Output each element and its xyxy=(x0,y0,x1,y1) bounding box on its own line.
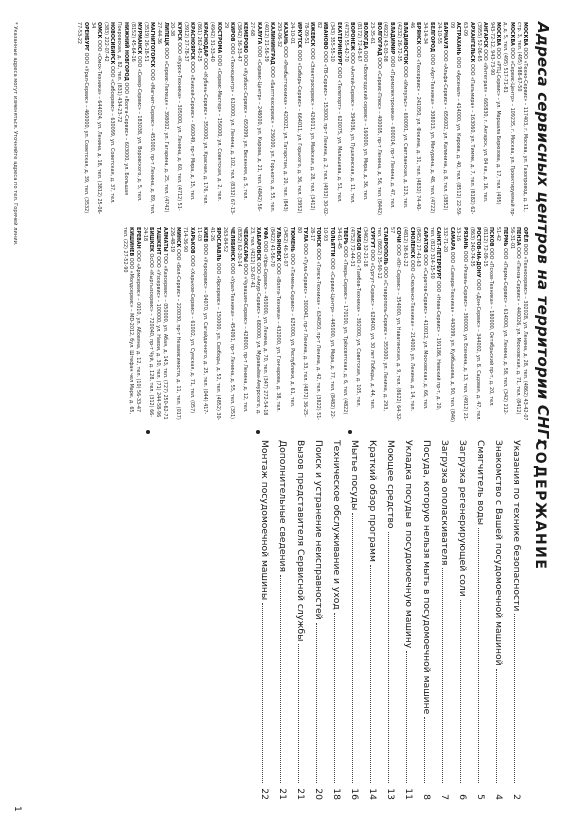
toc-item-page: 21 xyxy=(295,788,306,800)
address-text: ООО «Сервис-Центр» – 248000, ул. Кирова, д. 21, тел. (4842) 56-27-68 xyxy=(249,22,262,212)
address-city: ИЖЕВСК xyxy=(309,22,315,47)
address-text: ООО «Импульс» – 690091, ул. Светланская, д. 123, тел. (4232) 26-72-35 xyxy=(395,22,409,209)
address-text: ООО «Сервис-Липецк» – 398002, ул. Гагарина, д. 25, тел. (4742) 27-44-36 xyxy=(156,22,169,213)
address-entry xyxy=(382,22,395,217)
address-entry xyxy=(375,227,388,422)
address-entry xyxy=(316,22,329,217)
toc-title: СОДЕРЖАНИЕ xyxy=(532,440,548,571)
toc-item-label: Мытье посуды xyxy=(349,440,360,511)
address-city: КУРСК xyxy=(175,22,182,41)
addresses-column-right xyxy=(75,227,528,422)
address-entry xyxy=(248,227,261,422)
address-entry xyxy=(402,227,415,422)
address-entry xyxy=(395,22,408,217)
address-entry xyxy=(262,22,275,217)
address-entry xyxy=(409,22,422,217)
address-text: ООО «Кубань-Сервис» – 350000, ул. Красная, д. 176, тел. (861) 262-45-25 xyxy=(196,22,209,205)
address-city: ВЛАДИМИР xyxy=(388,22,395,55)
toc-item xyxy=(420,440,433,800)
address-city: ТОЛЬЯТТИ xyxy=(328,227,335,257)
address-city: ЧЕБОКСАРЫ xyxy=(241,227,248,262)
address-text: ООО «Техсервис» – 241050, ул. Фокина, д. 31, тел. (4832) 74-40-46 xyxy=(409,22,422,212)
address-entry xyxy=(508,227,521,422)
address-entry xyxy=(369,22,382,217)
address-text: ООО «Телепорт» – 620075, ул. Малышева, д. 51, тел. (343) 355-55-10 xyxy=(329,22,342,203)
address-city: БРЯНСК xyxy=(415,22,422,45)
address-text: ООО «Ярсервис» – 150000, ул. Свободы, д. 52, тел. (4852) 30-41-26 xyxy=(208,227,222,421)
toc-item-label: Указания по технике безопасности xyxy=(511,440,522,612)
address-entry xyxy=(89,22,102,217)
address-entry xyxy=(435,22,448,217)
address-text: ООО «Амур-Сервис» – 680000, ул. Муравьёва-Амурского, д. 23, тел. (4212) 32-67-41 xyxy=(248,227,262,415)
address-city: МОСКВА xyxy=(495,22,502,46)
address-entry xyxy=(489,22,502,217)
address-entry xyxy=(428,227,441,422)
address-text: ООО «Ставрополь-Сервис» – 355000, ул. Ленина, д. 293, тел. (8652) 35-90-12 xyxy=(375,227,388,411)
address-city: ТОМСК xyxy=(315,227,322,247)
toc-leader-dots xyxy=(424,717,425,783)
address-city: АНГАРСК xyxy=(482,22,489,48)
address-entry xyxy=(302,22,315,217)
address-city: ЯРОСЛАВЛЬ xyxy=(215,227,222,262)
addresses-columns xyxy=(75,22,528,422)
address-entry xyxy=(222,227,235,422)
bullet-mark xyxy=(256,430,260,434)
toc-item-label: Укладка посуды в посудомоечную машину xyxy=(403,440,414,649)
toc-item-label: Знакомство с Вашей посудомоечной машиной xyxy=(493,440,504,666)
address-text: ООО «Сервис-Центр» – 109235, г. Москва, ул. Проектируемый пр-д, д. 5, тел. (495) 517-71-81 xyxy=(502,22,515,217)
address-text: ООО «Урал-Техника» – 454091, пр-т Ленина, д. 55, тел. (351) 263-84-52 xyxy=(222,227,235,420)
address-entry xyxy=(116,22,129,217)
address-text: ООО «РТЦ-Сервис» – ул. Маршала Бирюзова, д. 17, тел. (495) 943-72-12, 943-73-90 xyxy=(488,22,502,205)
address-city: ТАМБОВ xyxy=(355,227,362,251)
address-text: ООО «Сибирь-Сервис» – 664011, ул. Горького, д. 36, тел. (3952) 24-10-01 xyxy=(289,22,302,214)
address-city: ВОРОНЕЖ xyxy=(348,22,355,51)
address-city: КОСТРОМА xyxy=(215,22,222,54)
address-entry xyxy=(329,22,342,217)
toc-leader-dots xyxy=(460,600,461,783)
bullet-mark xyxy=(146,430,150,434)
address-entry xyxy=(335,227,348,422)
address-city: ВОЛГОГРАД xyxy=(375,22,382,56)
address-text: ООО «Балттехсервис» – 236000, ул. Горького, д. 55, тел. (4012) 21-56-39 xyxy=(262,22,276,213)
toc-item xyxy=(402,440,415,800)
address-entry xyxy=(222,22,235,217)
address-entry xyxy=(455,227,468,422)
address-text: ОсОО «Кыргызсервис» – 720040, пр-т Чуй, д. 128, тел. (312) 66-24-18 xyxy=(141,227,155,417)
address-city: ТЮМЕНЬ xyxy=(288,227,295,252)
address-entry xyxy=(442,227,455,422)
address-entry xyxy=(169,227,182,422)
address-city: КРАСНОЯРСК xyxy=(189,22,196,60)
address-text: ООО «ТВ-Сервис» – 153000, пр-т Ленина, д. 2, тел. (4932) 30-02-82 xyxy=(315,22,329,216)
address-entry xyxy=(142,22,155,217)
address-city: АСТРАХАНЬ xyxy=(455,22,462,56)
address-city: МАГНИТОГОРСК xyxy=(149,22,156,68)
address-city: НИЖНИЙ НОВГОРОД xyxy=(122,22,129,82)
address-city: РЯЗАНЬ xyxy=(461,227,468,250)
address-text: ООО «Антей-Сервис» – 394036, ул. Пушкинская, д. 11, тел. (4732) 55-42-70 xyxy=(342,22,355,204)
address-entry xyxy=(262,227,268,422)
address-city: МУРМАНСК xyxy=(135,22,142,55)
address-entry xyxy=(309,227,322,422)
address-city: ЕРЕВАН xyxy=(134,227,141,249)
address-text: ООО «Урал-Сервис» – 460000, ул. Советская, д. 39, тел. (3532) 77-53-22 xyxy=(76,22,89,214)
toc-item-page: 4 xyxy=(493,794,504,800)
address-city: ВЛАДИВОСТОК xyxy=(402,22,409,65)
address-text: ООО «Арсенал» – 414000, ул. Кирова, д. 40, тел. (8512) 22-59-09 xyxy=(449,22,462,216)
address-city: ХАБАРОВСК xyxy=(255,227,262,261)
toc-item-page: 2 xyxy=(511,794,522,800)
address-entry xyxy=(415,227,428,422)
address-entry xyxy=(129,22,142,217)
address-city: ХАРЬКОВ xyxy=(188,227,195,254)
toc-item xyxy=(258,440,271,800)
address-city: ПСКОВ xyxy=(488,227,495,247)
address-city: СТАВРОПОЛЬ xyxy=(381,227,388,265)
address-city: УФА xyxy=(262,227,269,240)
toc-item xyxy=(492,440,505,800)
address-city: ЧЕЛЯБИНСК xyxy=(228,227,235,262)
toc-leader-dots xyxy=(406,651,407,783)
toc-item-label: Вызов представителя Сервисной службы xyxy=(295,440,306,642)
address-city: БЕЛГОРОД xyxy=(428,22,435,53)
address-city: СОЧИ xyxy=(395,227,402,243)
address-city: ЕКАТЕРИНБУРГ xyxy=(335,22,342,66)
toc-item-label: Моющее средство xyxy=(385,440,396,529)
address-city: САНКТ-ПЕТЕРБУРГ xyxy=(435,227,442,280)
address-city: КАЛИНИНГРАД xyxy=(269,22,276,65)
address-text: ООО «Интеграл» – 665830, г. Ангарск, ул. 84 кв., д. 16, тел. (3955) 52-06-65 xyxy=(475,22,489,203)
address-text: ООО «Сервис-Центр» – 445000, ул. Мира, д. 77, тел. (8482) 22-10-93 xyxy=(322,227,335,419)
toc-leader-dots xyxy=(496,669,497,783)
address-text: ООО «Сибсервис» – 630099, ул. Советская, д. 37, тел. (383) 222-07-42 xyxy=(102,22,116,204)
address-entry xyxy=(182,227,195,422)
address-entry xyxy=(135,227,141,422)
address-entry xyxy=(449,22,462,217)
address-entry xyxy=(502,22,515,217)
address-entry xyxy=(103,22,116,217)
toc-item xyxy=(510,440,523,800)
address-text: ООО «Дон-Сервис» – 344002, ул. Б. Садовая, д. 47, тел. (863) 240-74-35 xyxy=(468,227,482,421)
address-text: ООО «Рембыттехника» – 420021, ул. Татарстан, д. 20, тел. (843) 293-06-32 xyxy=(275,22,289,212)
address-entry xyxy=(235,227,248,422)
address-text: ООО «Уфа-Сервис» – 450000, ул. Ленина, д. 70, тел. (347) 272-54-18 xyxy=(262,239,269,416)
toc-item-label: Техническое обслуживание и уход xyxy=(331,440,342,610)
address-entry xyxy=(349,227,362,422)
toc-leader-dots xyxy=(370,565,371,783)
toc-leader-dots xyxy=(298,644,299,783)
address-city: ОРЕНБУРГ xyxy=(82,22,89,52)
toc-item-page: 20 xyxy=(313,788,324,800)
address-city: ВОЛОГДА xyxy=(362,22,369,50)
toc-item xyxy=(312,440,325,800)
address-city: САМАРА xyxy=(448,227,455,251)
address-entry xyxy=(289,22,302,217)
address-entry xyxy=(121,227,134,422)
address-city: ПЕНЗА xyxy=(515,227,522,246)
address-text: ООО «Пермь-Сервис» – 614000, ул. Ленина, д. 58, тел. (342) 212-51-42 xyxy=(495,227,508,415)
addresses-footnote: * Указанные адреса могут изменяться. Уточняйте адреса по тел. Горячей линии. xyxy=(12,22,18,246)
address-text: ООО «Рязань-Сервис» – 390000, ул. Есенина, д. 13, тел. (4912) 21-33-16 xyxy=(455,227,468,421)
address-city: ТВЕРЬ xyxy=(342,227,349,245)
address-text: ООО «Укрсервис» – 04070, ул. Сагайдачного, д. 25, тел. (044) 417-11-03 xyxy=(195,227,208,415)
address-entry xyxy=(209,22,222,217)
address-city: КИРОВ xyxy=(229,22,236,42)
address-city: ОРЁЛ xyxy=(522,227,528,243)
address-entry xyxy=(195,227,208,422)
toc-item-page: 6 xyxy=(457,794,468,800)
address-entry xyxy=(322,227,335,422)
address-text: ООО «Омск-Техника» – 644024, ул. Ленина, д. 18, тел. (3812) 25-06-34 xyxy=(89,22,102,215)
address-text: ООО «Нева-Сервис» – 191186, Невский пр-т, д. 20, тел. (812) 314-15-50 xyxy=(428,227,442,411)
toc-item-label: Загрузка регенерирующей соли xyxy=(457,440,468,597)
address-text: ООО «Молдсервис» – MD-2012, бул. Штефан чел Маре, д. 65, тел. (22) 27-52-90 xyxy=(121,227,135,415)
address-city: ОМСК xyxy=(96,22,102,39)
address-city: КАЛУГА xyxy=(255,22,262,45)
addresses-title: Адреса сервисных центров на территории СНГ: xyxy=(534,22,552,445)
toc-item xyxy=(474,440,487,800)
address-entry xyxy=(276,22,289,217)
address-entry xyxy=(468,227,481,422)
address-city: КАЗАНЬ xyxy=(282,22,289,45)
table-of-contents xyxy=(28,440,548,800)
address-text: ООО «Бел-Сервис» – 220030, пр-т Независимости, д. 11, тел. (017) 226-48-19 xyxy=(168,227,182,420)
address-city: КРАСНОДАР xyxy=(202,22,209,57)
address-city: МОСКВА xyxy=(508,22,515,46)
address-text: ООО «Волга-Сервис» – 603000, ул. Большая Покровская, д. 82, тел. (831) 434-23-72 xyxy=(116,22,129,195)
address-city: СМОЛЕНСК xyxy=(408,227,415,259)
address-city: БАРНАУЛ xyxy=(442,22,449,49)
address-entry xyxy=(522,227,528,422)
toc-item-page: 14 xyxy=(367,788,378,800)
address-city: НОВОСИБИРСК xyxy=(109,22,116,65)
address-text: ООО «Курск-Техника» – 305000, ул. Ленина, д. 60, тел. (4712) 51-20-38 xyxy=(169,22,182,211)
address-city: ПЕРМЬ xyxy=(501,227,508,247)
toc-item xyxy=(384,440,397,800)
toc-item-label: Дополнительные сведения xyxy=(277,440,288,573)
toc-item-page: 16 xyxy=(349,788,360,800)
address-text: ООО «Армсервис» – 0010, ул. Абовяна, д. 12, тел. (10) 56-33-47 xyxy=(134,248,141,413)
address-text: ООО «Сургут-Сервис» – 628400, ул. 30 лет Победы, д. 44, тел. (3462) 32-21-18 xyxy=(362,227,375,410)
toc-item xyxy=(294,440,307,800)
address-city: МИНСК xyxy=(175,227,182,248)
address-text: ООО «Кузбасс-Сервис» – 650099, ул. Весенняя, д. 5, тел. (3842) 36-33-47 xyxy=(236,22,249,200)
address-city: САРАТОВ xyxy=(421,227,428,253)
address-city: ЛИПЕЦК xyxy=(162,22,169,46)
address-entry xyxy=(269,227,282,422)
toc-item-page: 22 xyxy=(259,788,270,800)
address-city: УЛЬЯНОВСК xyxy=(275,227,282,262)
address-text: ООО «Тверь-Сервис» – 170100, ул. Трёхсвятская, д. 6, тел. (4822) 34-61-45 xyxy=(335,227,349,415)
address-text: ООО «Волга-Техника» – 432000, ул. Гончарова, д. 38, тел. (8422) 41-56-70 xyxy=(269,227,282,412)
address-entry xyxy=(141,227,154,422)
address-text: ООО «Вологодский сервис» – 160000, ул. Мира, д. 36, тел. (8172) 72-43-67 xyxy=(355,22,369,201)
address-text: ООО «Узсервис» – 100000, ул. Навои, д. 30, тел. (71) 244-58-96 xyxy=(155,254,162,418)
address-entry xyxy=(196,22,209,217)
address-entry xyxy=(422,22,435,217)
address-text: ООО «Енисей-Сервис» – 660049, пр-т Мира, д. 15, тел. (3912) 27-78-37 xyxy=(182,22,196,201)
address-text: ООО «Пальмира» – 163060, ул. Тимме, д. 7, тел. (8182) 62-63-09 xyxy=(462,22,475,215)
bullet-mark xyxy=(348,430,352,434)
address-text: ТОО «Казсервис» – 050000, ул. Абая, д. 143, тел. (727) 250-62-71 xyxy=(162,251,169,420)
address-entry xyxy=(475,22,488,217)
toc-item-page: 18 xyxy=(331,788,342,800)
address-entry xyxy=(76,22,89,217)
toc-item xyxy=(330,440,343,800)
toc-item xyxy=(348,440,361,800)
address-city: БИШКЕК xyxy=(148,227,155,252)
toc-list xyxy=(258,440,523,800)
address-city: КИШИНЕВ xyxy=(128,227,135,257)
toc-item xyxy=(366,440,379,800)
toc-leader-dots xyxy=(334,613,335,783)
address-entry xyxy=(495,227,508,422)
address-city: АЛМАТЫ xyxy=(162,227,169,252)
address-text: ООО «Харьков-Сервис» – 61002, ул. Сумская, д. 71, тел. (057) 714-36-90 xyxy=(182,227,195,414)
address-text: ООО «Пенза-Сервис» – 440026, ул. Московская, д. 71, тел. (8412) 56-31-01 xyxy=(508,227,522,415)
toc-item xyxy=(438,440,451,800)
service-addresses xyxy=(12,22,552,445)
address-text: ООО «Магнит-Сервис» – 455000, пр-т Ленина, д. 89, тел. (3519) 26-18-51 xyxy=(142,22,156,215)
address-entry xyxy=(162,227,168,422)
toc-leader-dots xyxy=(352,513,353,783)
toc-leader-dots xyxy=(442,568,443,783)
address-city: КИЕВ xyxy=(202,227,208,243)
address-entry xyxy=(295,227,308,422)
address-city: КЕМЕРОВО xyxy=(242,22,249,53)
toc-item xyxy=(456,440,469,800)
address-entry xyxy=(515,22,528,217)
toc-item xyxy=(276,440,289,800)
address-entry xyxy=(156,22,169,217)
address-city: СУРГУТ xyxy=(368,227,375,248)
address-text: ООО «Техно-Сервис» – 117403, г. Москва, ул. Газопровод, д. 11, стр. 3, тел. (495) 988-67-50 xyxy=(515,22,528,212)
address-entry xyxy=(462,22,475,217)
address-city: РОСТОВ-НА-ДОНУ xyxy=(475,227,482,278)
toc-item-page: 11 xyxy=(403,788,414,800)
toc-leader-dots xyxy=(388,532,389,784)
address-entry xyxy=(482,227,495,422)
toc-item-label: Поиск и устранение неисправностей xyxy=(313,440,324,620)
address-entry xyxy=(342,22,355,217)
address-text: ООО «Тюмень-Сервис» – 625000, ул. Республики, д. 61, тел. (3452) 46-31-07 xyxy=(282,227,295,408)
address-city: МОСКВА xyxy=(522,22,528,46)
address-text: ООО «Псков-Техника» – 180000, Октябрьский пр-т, д. 20, тел. (8112) 72-09-15 xyxy=(482,227,495,407)
address-text: ООО «Север-Сервис» – 183038, ул. Воровского, д. 5, тел. (8152) 45-64-16 xyxy=(129,22,142,202)
address-city: ТАШКЕНТ xyxy=(155,227,162,255)
address-text: ООО «Саратов-Сервис» – 410012, ул. Московская, д. 66, тел. (8452) 27-41-63 xyxy=(415,227,428,410)
toc-leader-dots xyxy=(262,603,263,783)
address-city: ИВАНОВО xyxy=(322,22,329,50)
address-text: ООО «Сервис-Плюс» – 400005, пр-т Ленина, д. 56, тел. (8442) 23-35-61 xyxy=(369,22,382,216)
address-entry xyxy=(155,227,161,422)
toc-leader-dots xyxy=(514,614,515,783)
page-number: 1 xyxy=(12,806,22,812)
address-text: ООО «Сервис-Мастер» – 156000, ул. Советская, д. 2, тел. (4942) 31-33-40 xyxy=(209,22,222,202)
toc-leader-dots xyxy=(478,528,479,783)
address-text: ООО «Техноцентр» – 610000, ул. Ленина, д. 102, тел. (8332) 67-13-29 xyxy=(222,22,236,215)
address-entry xyxy=(388,227,401,422)
address-city: АРХАНГЕЛЬСК xyxy=(468,22,475,63)
toc-item-label: Загрузка ополаскивателя xyxy=(439,440,450,566)
addresses-column-left xyxy=(75,22,528,217)
address-text: ООО «Техносервис» – 302028, ул. Ленина, д. 28, тел. (4862) 43-42-07 xyxy=(522,242,528,421)
address-text: ООО «Томск-Техника» – 634050, пр-т Ленина, д. 42, тел. (3822) 51-28-17 xyxy=(309,227,322,421)
toc-item-page: 5 xyxy=(475,794,486,800)
toc-item-label: Посуда, которую нельзя мыть в посудомоечной машине xyxy=(421,440,432,715)
toc-item-label: Смягчитель воды xyxy=(475,440,486,525)
address-entry xyxy=(362,227,375,422)
toc-item-page: 21 xyxy=(277,788,288,800)
address-city: ИРКУТСК xyxy=(295,22,302,49)
toc-leader-dots xyxy=(280,575,281,783)
address-text: ООО «Чувашия-Сервис» – 428000, пр-т Ленина, д. 12, тел. (8352) 62-30-14 xyxy=(235,227,248,413)
address-text: ООО «Юг-Сервис» – 354000, ул. Навагинская, д. 9, тел. (8622) 64-32-57 xyxy=(388,227,402,421)
toc-item-label: Краткий обзор программ xyxy=(367,440,378,562)
address-text: ООО «Промэлектроника» – 600014, пр-т Ленина, д. 47, тел. (4922) 43-03-08 xyxy=(382,22,395,209)
address-entry xyxy=(236,22,249,217)
toc-item-label: Монтаж посудомоечной машины xyxy=(259,440,270,601)
address-text: ООО «Смоленск-Техника» – 214000, ул. Ленина, д. 14, тел. (4812) 38-61-22 xyxy=(402,227,415,412)
toc-leader-dots xyxy=(316,623,317,783)
toc-item-page: 13 xyxy=(385,788,396,800)
address-text: ООО «Альфа-Сервис» – 656002, ул. Калинина, д. 8, тел. (3852) 24-10-55 xyxy=(435,22,449,211)
address-entry xyxy=(182,22,195,217)
toc-item-page: 8 xyxy=(421,794,432,800)
address-text: ООО «Тамбов-Техника» – 392000, ул. Советская, д. 105, тел. (4752) 72-44-31 xyxy=(348,227,362,408)
address-entry xyxy=(249,22,262,217)
address-entry xyxy=(169,22,182,217)
address-text: ООО «Арт-Техника» – 308013, ул. Мичурина, д. 48, тел. (4722) 34-14-34 xyxy=(422,22,435,214)
address-entry xyxy=(209,227,222,422)
address-entry xyxy=(355,22,368,217)
toc-item-page: 7 xyxy=(439,794,450,800)
address-text: ООО «Тула-Сервис» – 300041, пр-т Ленина, д. 33, тел. (4872) 36-25-80 xyxy=(295,227,309,417)
address-text: ООО «Самара-Техника» – 443099, ул. Куйбышева, д. 90, тел. (846) 332-71-20 xyxy=(442,227,455,422)
address-text: ООО «Электросервис» – 426011, ул. Майская, д. 28, тел. (3412) 78-09-51 xyxy=(302,22,315,211)
address-entry xyxy=(282,227,295,422)
address-city: ТУЛА xyxy=(302,227,309,242)
